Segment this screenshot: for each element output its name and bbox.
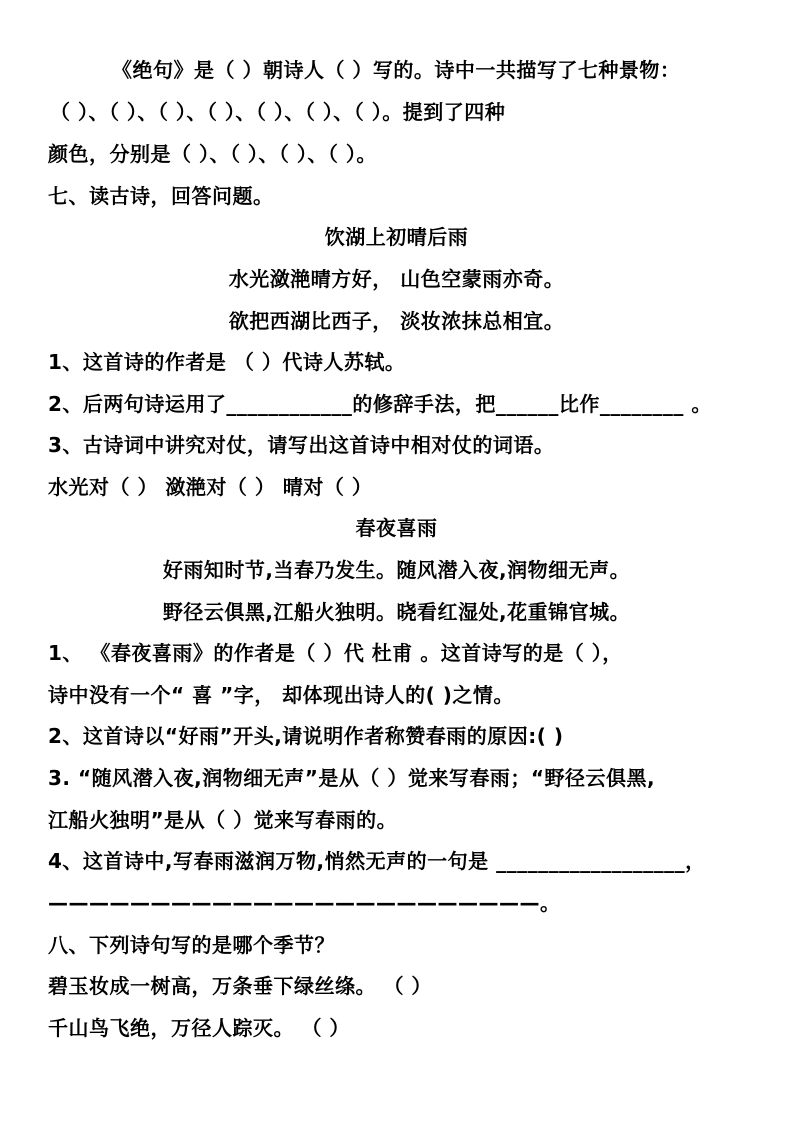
poem-yinhu-line-1: 水光潋滟晴方好， 山色空蒙雨亦奇。: [228, 267, 565, 291]
chunye-question-1-cont: 诗中没有一个“ 喜 ”字， 却体现出诗人的( )之情。: [48, 683, 514, 707]
yinhu-question-1: 1、这首诗的作者是 （ ）代诗人苏轼。: [48, 350, 406, 374]
season-question-1: 碧玉妆成一树高，万条垂下绿丝绦。 （ ）: [48, 974, 432, 998]
jueju-question-line-3: 颜色，分别是（ ）、（ ）、（ ）、（ ）。: [48, 142, 377, 166]
chunye-question-4-cont: ————————————————————————。: [48, 891, 561, 915]
chunye-question-3: 3. “随风潜入夜,润物细无声”是从（ ）觉来写春雨；“野径云俱黑,: [48, 766, 656, 790]
chunye-question-4: 4、这首诗中,写春雨滋润万物,悄然无声的一句是 __________________，: [48, 849, 706, 873]
yinhu-question-3: 3、古诗词中讲究对仗，请写出这首诗中相对仗的词语。: [48, 433, 555, 457]
poem-yinhu-line-2: 欲把西湖比西子， 淡妆浓抹总相宜。: [228, 309, 565, 333]
jueju-question-line-2: （ ）、（ ）、（ ）、（ ）、（ ）、（ ）、（ ）。提到了四种: [50, 100, 506, 124]
poem-title-chunye: 春夜喜雨: [355, 516, 438, 540]
poem-title-yinhu: 饮湖上初晴后雨: [324, 225, 469, 249]
section-seven-heading: 七、读古诗，回答问题。: [48, 184, 274, 208]
season-question-2: 千山鸟飞绝，万径人踪灭。 （ ）: [48, 1016, 350, 1040]
chunye-question-1: 1、 《春夜喜雨》的作者是（ ）代 杜甫 。这首诗写的是（ ），: [48, 641, 623, 665]
yinhu-question-2: 2、后两句诗运用了____________的修辞手法，把______比作________ 。: [48, 392, 712, 416]
yinhu-question-3-answers: 水光对（ ） 潋滟对（ ） 晴对（ ）: [48, 475, 373, 499]
chunye-question-2: 2、这首诗以“好雨”开头,请说明作者称赞春雨的原因:( ): [48, 724, 564, 748]
poem-chunye-line-1: 好雨知时节,当春乃发生。随风潜入夜,润物细无声。: [162, 558, 631, 582]
jueju-question-line-1: 《绝句》是（ ）朝诗人（ ）写的。诗中一共描写了七种景物：: [112, 58, 681, 82]
chunye-question-3-cont: 江船火独明”是从（ ）觉来写春雨的。: [48, 808, 398, 832]
poem-chunye-line-2: 野径云俱黑,江船火独明。晓看红湿处,花重锦官城。: [162, 600, 631, 624]
section-eight-heading: 八、下列诗句写的是哪个季节？: [48, 933, 335, 957]
